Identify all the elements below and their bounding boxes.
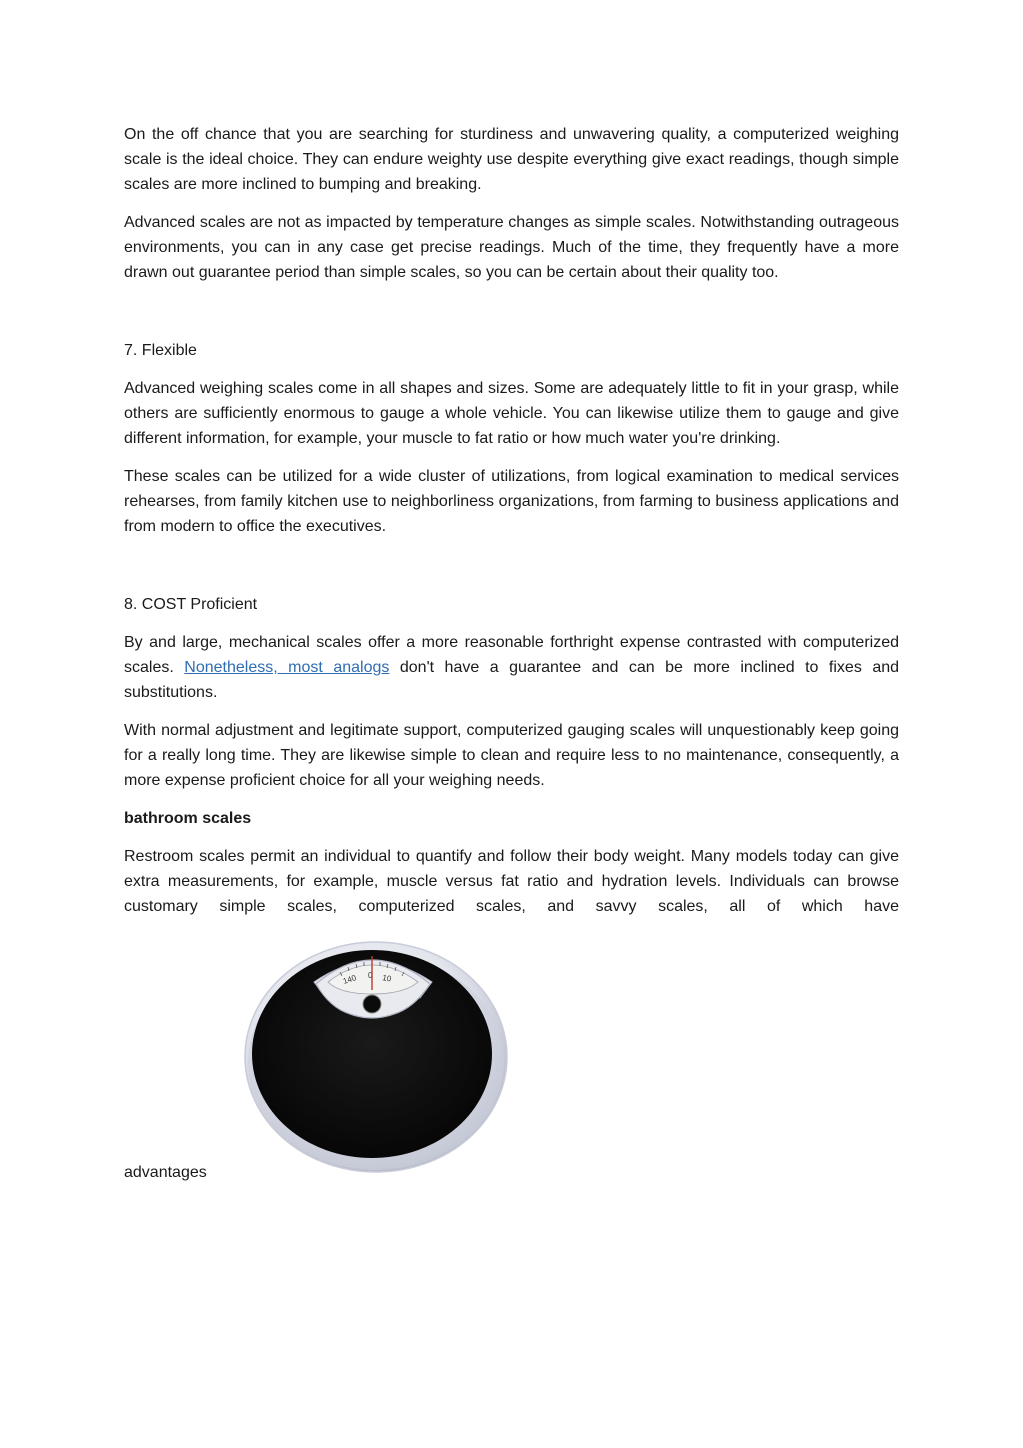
- paragraph-adjustment: With normal adjustment and legitimate support, computerized gauging scales will unquestionably keep going for a really long time. They are likewise simple to clean and require less to no maintenance, consequently, a more expense proficient choice for all your weighing needs.: [124, 722, 899, 789]
- paragraph-text: By and large, mechanical scales offer a more reasonable forthright expense contrasted with computerized scales.: [124, 634, 899, 676]
- heading-cost-proficient: 8. COST Proficient: [124, 596, 258, 613]
- heading-flexible: 7. Flexible: [124, 342, 197, 359]
- section-spacer: [124, 298, 899, 338]
- figure-row: [124, 932, 899, 1180]
- analogs-link[interactable]: Nonetheless, most analogs: [184, 659, 390, 676]
- paragraph-mechanical-scales: [124, 630, 899, 705]
- paragraph-durability: On the off chance that you are searching for sturdiness and unwavering quality, a computerized weighing scale is the ideal choice. They can endure weighty use despite everything give exact readings, though simple scales are more inclined to bumping and breaking.: [124, 126, 899, 193]
- dial-label: 10: [381, 973, 392, 984]
- paragraph-continuation: advantages: [124, 1164, 207, 1181]
- paragraph-utilizations: These scales can be utilized for a wide cluster of utilizations, from logical examination to medical services rehearses, from family kitchen use to neighborliness organizations, from farming to business applications and from modern to office the executives.: [124, 468, 899, 535]
- bathroom-scale-icon: [244, 934, 512, 1174]
- paragraph-temperature: Advanced scales are not as impacted by temperature changes as simple scales. Notwithstanding outrageous environments, you can in any case get precise readings. Much of the time, they frequently have a more drawn out guarantee period than simple scales, so you can be certain about their quality too.: [124, 214, 899, 281]
- paragraph-restroom-scales: Restroom scales permit an individual to quantify and follow their body weight. Many models today can give extra measurements, for example, muscle versus fat ratio and hydration levels. Individuals can browse customary simple scales, computerized scales, and savvy scales, all of which have: [124, 848, 899, 915]
- paragraph-text: don't have a guarantee and can be more inclined to fixes and substitutions.: [124, 659, 900, 701]
- dial-label: 0: [368, 971, 373, 980]
- heading-bathroom-scales: bathroom scales: [124, 810, 252, 827]
- dial-label: 140: [341, 973, 358, 986]
- paragraph-shapes-sizes: Advanced weighing scales come in all shapes and sizes. Some are adequately little to fit in your grasp, while others are sufficiently enormous to gauge a whole vehicle. You can likewise utilize them to gauge and give different information, for example, your muscle to fat ratio or how much water you're drinking.: [124, 380, 899, 447]
- document-page: [124, 122, 899, 1180]
- section-spacer: [124, 552, 899, 592]
